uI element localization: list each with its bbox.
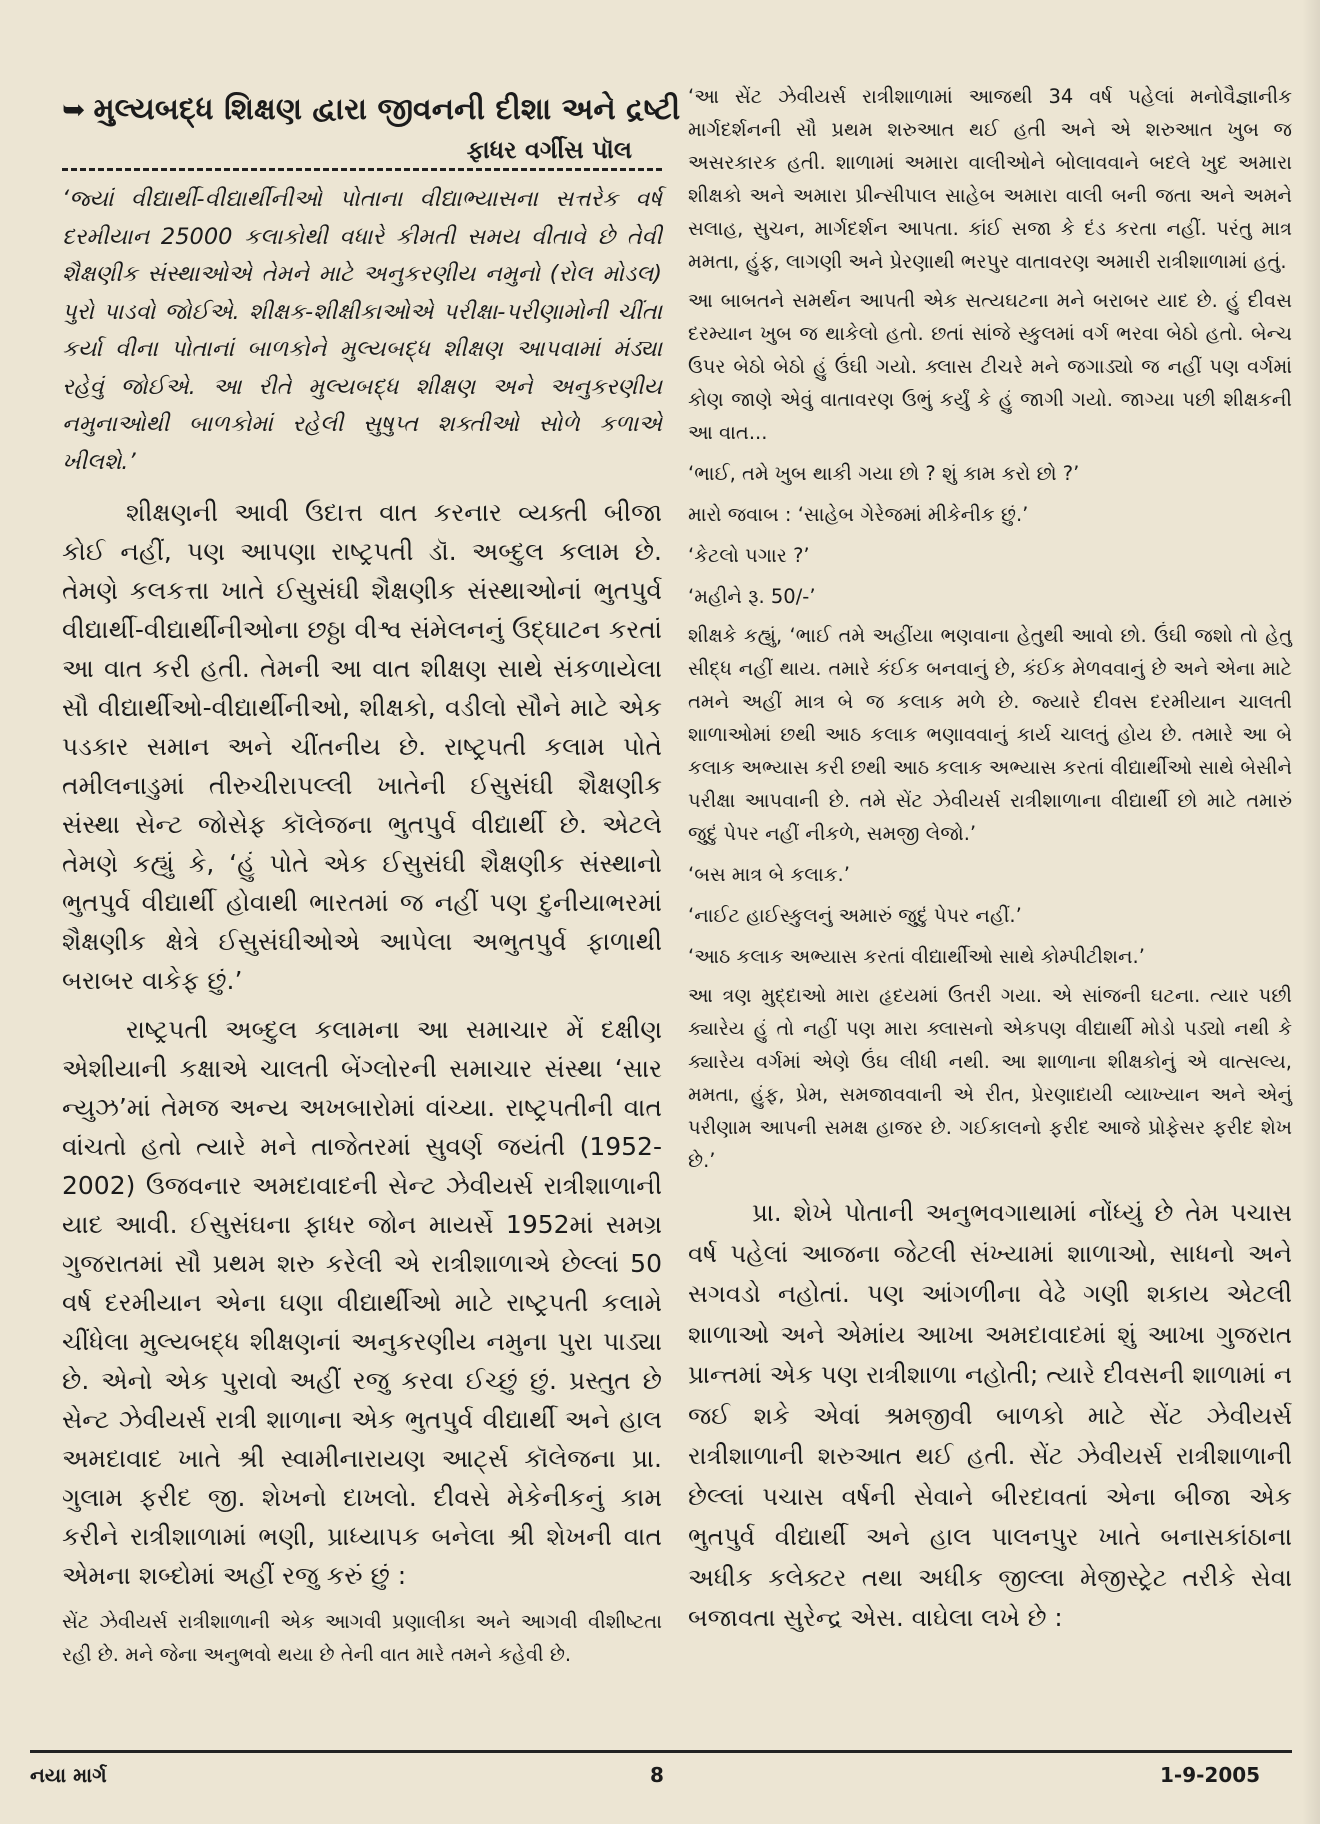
dialogue-line-7: ‘આઠ કલાક અભ્યાસ કરતાં વીદ્યાર્થીઓ સાથે કોમ્પીટીશન.’ — [688, 945, 1145, 968]
narrative-paragraph-2: આ બાબતને સમર્થન આપતી એક સત્યઘટના મને બરાબર યાદ છે. હું દીવસ દરમ્યાન ખુબ જ થાકેલો હતો. છતાં સાંજે સ્કુલમાં વર્ગ ભરવા બેઠો હતો. બેન્ચ ઉપર બેઠો બેઠો હું ઉંઘી ગયો. ક્લાસ ટીચરે મને જગાડ્યો જ નહીં પણ વર્ગમાં કોણ જાણે એવું વાતાવરણ ઉભું કર્યું કે હું જાગી ગયો. જાગ્યા પછી શીક્ષકની આ વાત... — [688, 289, 1292, 444]
body-paragraph-3: પ્રા. શેખે પોતાની અનુભવગાથામાં નોંધ્યું છે તેમ પચાસ વર્ષ પહેલાં આજના જેટલી સંખ્યામાં શાળાઓ, સાધનો અને સગવડો નહોતાં. પણ આંગળીના વેઢે ગણી શકાય એટલી શાળાઓ અને એમાંય આખા અમદાવાદમાં શું આખા ગુજરાત પ્રાન્તમાં એક પણ રાત્રીશાળા નહોતી; ત્યારે દીવસની શાળામાં ન જઈ શકે એવાં શ્રમજીવી બાળકો માટે સેંટ ઝેવીયર્સ રાત્રીશાળાની શરુઆત થઈ હતી. સેંટ ઝેવીયર્સ રાત્રીશાળાની છેલ્લાં પચાસ વર્ષની સેવાને બીરદાવતાં એના બીજા એક ભુતપુર્વ વીદ્યાર્થી અને હાલ પાલનપુર ખાતે બનાસકાંઠાના અધીક કલેક્ટર તથા અધીક જીલ્લા મેજીસ્ટ્રેટ તરીકે સેવા બજાવતા સુરેન્દ્ર એસ. વાઘેલા લખે છે : — [688, 1198, 1292, 1632]
body-paragraph-2: રાષ્ટ્રપતી અબ્દુલ કલામના આ સમાચાર મેં દક્ષીણ એશીયાની કક્ષાએ ચાલતી બેંગ્લોરની સમાચાર સંસ્થા ‘સાર ન્યુઝ’માં તેમજ અન્ય અખબારોમાં વાંચ્યા. રાષ્ટ્રપતીની વાત વાંચતો હતો ત્યારે મને તાજેતરમાં સુવર્ણ જયંતી (1952-2002) ઉજવનાર અમદાવાદની સેન્ટ ઝેવીયર્સ રાત્રીશાળાની યાદ આવી. ઈસુસંઘના ફાધર જોન માયર્સે 1952માં સમગ્ર ગુજરાતમાં સૌ પ્રથમ શરુ કરેલી એ રાત્રીશાળાએ છેલ્લાં 50 વર્ષ દરમીયાન એના ઘણા વીદ્યાર્થીઓ માટે રાષ્ટ્રપતી કલામે ચીંધેલા મુલ્યબદ્ધ શીક્ષણનાં અનુકરણીય નમુના પુરા પાડ્યા છે. એનો એક પુરાવો અહીં રજુ કરવા ઈચ્છું છું. પ્રસ્તુત છે સેન્ટ ઝેવીયર્સ રાત્રી શાળાના એક ભુતપુર્વ વીદ્યાર્થી અને હાલ અમદાવાદ ખાતે શ્રી સ્વામીનારાયણ આર્ટ્સ કૉલેજના પ્રા. ગુલામ ફરીદ જી. શેખનો દાખલો. દીવસે મેકેનીકનું કામ કરીને રાત્રીશાળામાં ભણી, પ્રાધ્યાપક બનેલા શ્રી શેખની વાત એમના શબ્દોમાં અહીં રજુ કરું છું : — [62, 1015, 662, 1590]
article-title-text: મુલ્યબદ્ધ શિક્ષણ દ્વારા જીવનની દીશા અને દ્રષ્ટી — [93, 92, 681, 127]
narrative-paragraph-3: શીક્ષકે કહ્યું, ‘ભાઈ તમે અહીંયા ભણવાના હેતુથી આવો છો. ઉંઘી જશો તો હેતુ સીદ્ધ નહીં થાય. તમારે કંઈક બનવાનું છે, કંઈક મેળવવાનું છે અને એના માટે તમને અહીં માત્ર બે જ કલાક મળે છે. જ્યારે દીવસ દરમીયાન ચાલતી શાળાઓમાં છથી આઠ કલાક ભણાવવાનું કાર્ય ચાલતું હોય છે. તમારે આ બે કલાક અભ્યાસ કરી છથી આઠ કલાક અભ્યાસ કરતાં વીદ્યાર્થીઓ સાથે બેસીને પરીક્ષા આપવાની છે. તમે સેંટ ઝેવીયર્સ રાત્રીશાળાના વીદ્યાર્થી છો માટે તમારું જુદું પેપર નહીં નીકળે, સમજી લેજો.’ — [688, 624, 1292, 845]
right-column — [688, 80, 1292, 1639]
title-divider — [62, 168, 662, 171]
article-author: ફાધર વર્ગીસ પૉલ — [466, 136, 632, 164]
left-column — [62, 80, 681, 1671]
dialogue-line-1: ‘ભાઈ, તમે ખુબ થાકી ગયા છો ? શું કામ કરો છો ?’ — [688, 462, 1080, 485]
issue-date: 1-9-2005 — [1160, 1763, 1261, 1787]
page-number: 8 — [650, 1763, 664, 1787]
narrative-paragraph-1: ‘આ સેંટ ઝેવીયર્સ રાત્રીશાળામાં આજથી 34 વર્ષ પહેલાં મનોવૈજ્ઞાનીક માર્ગદર્શનની સૌ પ્રથમ શરુઆત થઈ હતી અને એ શરુઆત ખુબ જ અસરકારક હતી. શાળામાં અમારા વાલીઓને બોલાવવાને બદલે ખુદ અમારા શીક્ષકો અને અમારા પ્રીન્સીપાલ સાહેબ અમારા વાલી બની જતા અને અમને સલાહ, સુચન, માર્ગદર્શન આપતા. કાંઈ સજા કે દંડ કરતા નહીં. પરંતુ માત્ર મમતા, હુંફ, લાગણી અને પ્રેરણાથી ભરપુર વાતાવરણ અમારી રાત્રીશાળામાં હતું. — [688, 85, 1292, 273]
article-title — [62, 90, 681, 130]
publication-name: નયા માર્ગ — [30, 1763, 107, 1787]
dialogue-line-3: ‘કેટલો પગાર ?’ — [688, 544, 810, 567]
dialogue-line-2: મારો જવાબ : ‘સાહેબ ગેરેજમાં મીકેનીક છું.’ — [688, 503, 1029, 526]
right-arrow-icon: ➥ — [62, 93, 86, 126]
dialogue-line-4: ‘મહીને રૂ. 50/-’ — [688, 585, 816, 608]
intro-quote: ‘જ્યાં વીદ્યાર્થી-વીદ્યાર્થીનીઓ પોતાના વીદ્યાભ્યાસના સત્તરેક વર્ષ દરમીયાન 25000 કલાકોથી વધારે કીમતી સમય વીતાવે છે તેવી શૈક્ષણીક સંસ્થાઓએ તેમને માટે અનુકરણીય નમુનો (રોલ મોડલ) પુરો પાડવો જોઈએ. શીક્ષક-શીક્ષીકાઓએ પરીક્ષા-પરીણામોની ચીંતા કર્યા વીના પોતાનાં બાળકોને મુલ્યબદ્ધ શીક્ષણ આપવામાં મંડ્યા રહેવું જોઈએ. આ રીતે મુલ્યબદ્ધ શીક્ષણ અને અનુકરણીય નમુનાઓથી બાળકોમાં રહેલી સુષુપ્ત શક્તીઓ સોળે કળાએ ખીલશે.’ — [62, 186, 662, 475]
dialogue-line-5: ‘બસ માત્ર બે કલાક.’ — [688, 863, 850, 886]
footer-rule — [30, 1750, 1292, 1753]
narrative-paragraph-left: સેંટ ઝેવીયર્સ રાત્રીશાળાની એક આગવી પ્રણાલીકા અને આગવી વીશીષ્ટતા રહી છે. મને જેના અનુભવો થયા છે તેની વાત મારે તમને કહેવી છે. — [62, 1610, 662, 1666]
page-fold-shadow — [1302, 0, 1320, 1824]
dialogue-line-6: ‘નાઈટ હાઈસ્કુલનું અમારું જુદું પેપર નહીં.’ — [688, 904, 1022, 927]
body-paragraph-1: શીક્ષણની આવી ઉદાત્ત વાત કરનાર વ્યક્તી બીજા કોઈ નહીં, પણ આપણા રાષ્ટ્રપતી ડૉ. અબ્દુલ કલામ છે. તેમણે કલકત્તા ખાતે ઈસુસંઘી શૈક્ષણીક સંસ્થાઓનાં ભુતપુર્વ વીદ્યાર્થી-વીદ્યાર્થીનીઓના છઠ્ઠા વીશ્વ સંમેલનનું ઉદ્ઘાટન કરતાં આ વાત કરી હતી. તેમની આ વાત શીક્ષણ સાથે સંકળાયેલા સૌ વીદ્યાર્થીઓ-વીદ્યાર્થીનીઓ, શીક્ષકો, વડીલો સૌને માટે એક પડકાર સમાન અને ચીંતનીય છે. રાષ્ટ્રપતી કલામ પોતે તમીલનાડુમાં તીરુચીરાપલ્લી ખાતેની ઈસુસંઘી શૈક્ષણીક સંસ્થા સેન્ટ જોસેફ કૉલેજના ભુતપુર્વ વીદ્યાર્થી છે. એટલે તેમણે કહ્યું કે, ‘હું પોતે એક ઈસુસંઘી શૈક્ષણીક સંસ્થાનો ભુતપુર્વ વીદ્યાર્થી હોવાથી ભારતમાં જ નહીં પણ દુનીયાભરમાં શૈક્ષણીક ક્ષેત્રે ઈસુસંઘીઓએ આપેલા અભુતપુર્વ ફાળાથી બરાબર વાકેફ છું.’ — [62, 498, 662, 995]
narrative-paragraph-4: આ ત્રણ મુદ્દાઓ મારા હૃદયમાં ઉતરી ગયા. એ સાંજની ઘટના. ત્યાર પછી ક્યારેય હું તો નહીં પણ મારા ક્લાસનો એકપણ વીદ્યાર્થી મોડો પડ્યો નથી કે ક્યારેય વર્ગમાં એણે ઉંઘ લીધી નથી. આ શાળાના શીક્ષકોનું એ વાત્સલ્ય, મમતા, હુંફ, પ્રેમ, સમજાવવાની એ રીત, પ્રેરણાદાયી વ્યાખ્યાન અને એનું પરીણામ આપની સમક્ષ હાજર છે. ગઈકાલનો ફરીદ આજે પ્રોફેસર ફરીદ શેખ છે.’ — [688, 984, 1292, 1172]
